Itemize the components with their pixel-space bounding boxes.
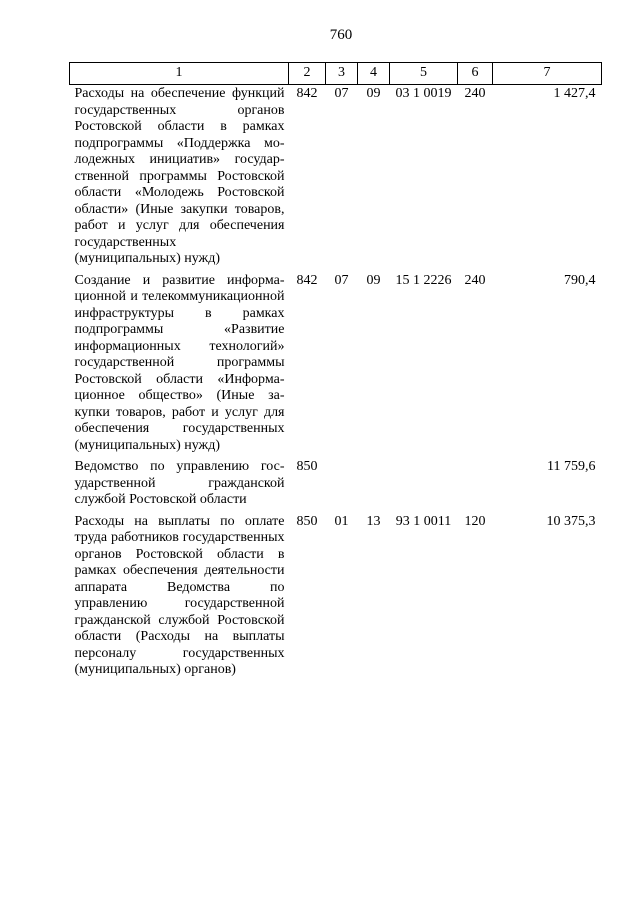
row-ministry-code: 842 xyxy=(296,86,318,101)
table-row xyxy=(70,85,602,272)
row-amount: 1 427,4 xyxy=(553,86,596,101)
row-amount: 11 759,6 xyxy=(547,459,596,474)
table-row xyxy=(70,272,602,459)
row-expense-type-code: 240 xyxy=(464,86,486,101)
header-col-5: 5 xyxy=(390,63,458,85)
row-name: Ведомство по управлению государственной гражданской службой Ростовской области xyxy=(74,459,285,507)
row-ministry-code: 850 xyxy=(296,459,318,474)
row-name: Расходы на обеспечение функций государственных органов Ростовской области в рамках подпрограммы «Поддержка молодежных инициатив» государственной программы Ростовской области «Молодежь Ростовской области» (Иные закупки товаров, работ и услуг для обеспечения государственных (муниципальных) нужд) xyxy=(74,86,285,266)
table-body xyxy=(70,85,602,683)
row-amount: 10 375,3 xyxy=(546,513,596,529)
row-subsection-code xyxy=(358,458,390,513)
budget-table xyxy=(69,62,602,683)
row-subsection-code: 13 xyxy=(366,513,381,529)
row-target-code: 93 1 0011 xyxy=(395,513,452,529)
row-section-code: 01 xyxy=(334,513,349,529)
row-section-code: 07 xyxy=(334,272,349,288)
row-name: Расходы на выплаты по оплате труда работников государственных органов Ростовской области в рамках обеспечения деятельности аппарата Ведомства по управлению государственной гражданской службой Ростовской области (Расходы на выплаты персоналу государственных (муниципальных) органов) xyxy=(74,513,285,677)
row-section-code: 07 xyxy=(334,86,349,101)
row-expense-type-code: 240 xyxy=(464,272,486,288)
table-row xyxy=(70,458,602,513)
row-ministry-code: 842 xyxy=(296,272,318,288)
table-row xyxy=(70,513,602,683)
row-target-code xyxy=(390,458,458,513)
header-col-2: 2 xyxy=(289,63,326,85)
header-row xyxy=(70,63,602,85)
header-col-1: 1 xyxy=(70,63,289,85)
row-name: Создание и развитие информационной и телекоммуникационной инфраструктуры в рамках подпрограммы «Развитие информационных технологий» государственной программы Ростовской области «Информационное общество» (Иные закупки товаров, работ и услуг для обеспечения государственных (муниципальных) нужд) xyxy=(74,272,285,453)
header-col-7: 7 xyxy=(493,63,602,85)
row-amount: 790,4 xyxy=(564,272,596,288)
table-header xyxy=(70,63,602,85)
row-section-code xyxy=(326,458,358,513)
row-expense-type-code: 120 xyxy=(464,513,486,529)
row-target-code: 15 1 2226 xyxy=(395,272,452,288)
page-number: 760 xyxy=(329,27,353,43)
row-ministry-code: 850 xyxy=(296,513,318,529)
header-col-6: 6 xyxy=(458,63,493,85)
row-target-code: 03 1 0019 xyxy=(395,86,452,101)
row-subsection-code: 09 xyxy=(366,272,381,288)
header-col-4: 4 xyxy=(358,63,390,85)
row-subsection-code: 09 xyxy=(366,86,381,101)
row-expense-type-code xyxy=(458,458,493,513)
header-col-3: 3 xyxy=(326,63,358,85)
